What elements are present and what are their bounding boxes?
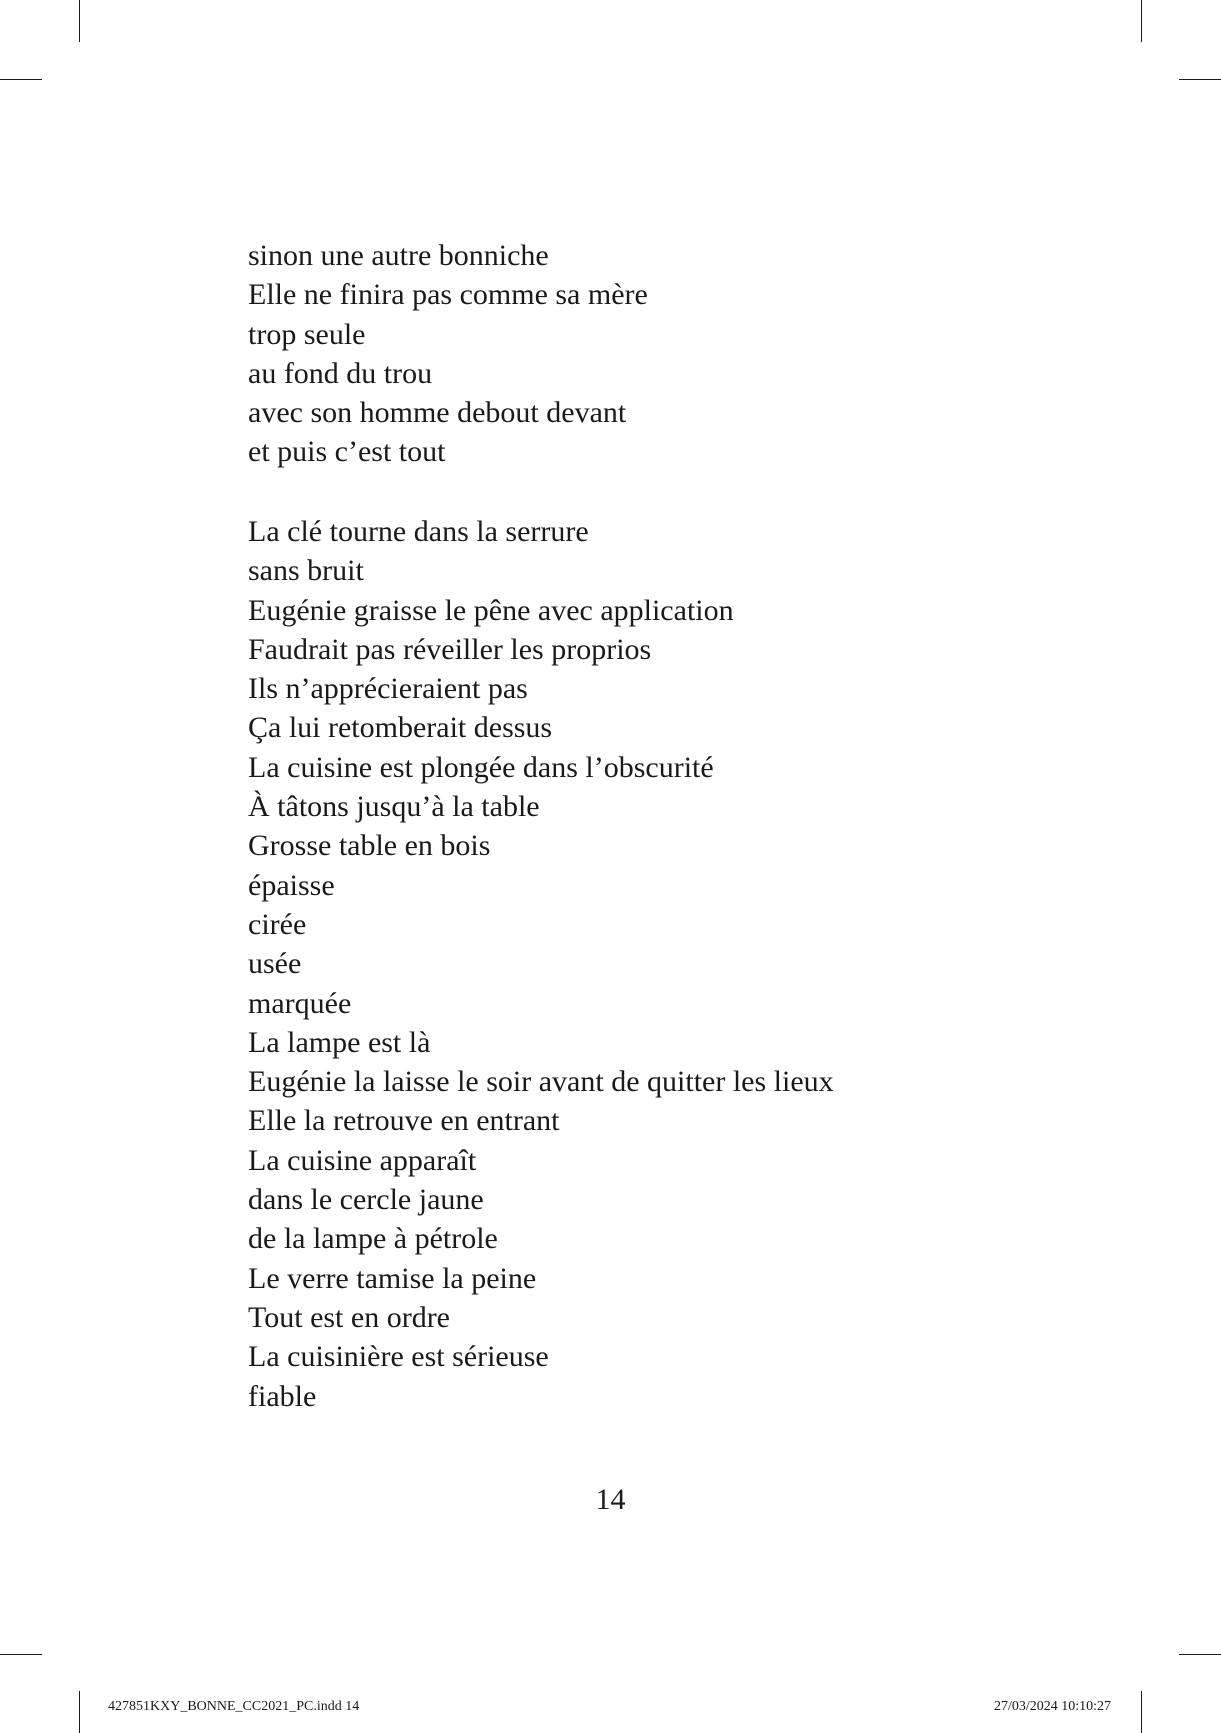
poem-line: marquée [248, 986, 352, 1020]
crop-mark-bottom-right-horizontal [1179, 1654, 1221, 1655]
poem-line: Ça lui retomberait dessus [248, 711, 553, 745]
poem-line: épaisse [248, 868, 335, 902]
poem-line: Faudrait pas réveiller les proprios [248, 632, 652, 666]
poem-line: Elle ne finira pas comme sa mère [248, 278, 648, 312]
poem-line: La cuisinière est sérieuse [248, 1340, 549, 1374]
poem-stanza-1 [248, 236, 1148, 472]
poem-line: usée [248, 947, 302, 981]
poem-line: cirée [248, 907, 307, 941]
poem-line: La lampe est là [248, 1025, 431, 1059]
print-slug-filename: 427851KXY_BONNE_CC2021_PC.indd 14 [108, 1699, 360, 1714]
poem-line: fiable [248, 1379, 317, 1413]
poem-line: Eugénie graisse le pêne avec application [248, 593, 734, 627]
crop-mark-top-left-horizontal [0, 79, 42, 80]
poem-line: Grosse table en bois [248, 829, 491, 863]
poem-line: À tâtons jusqu’à la table [248, 790, 540, 824]
crop-mark-bottom-left-horizontal [0, 1654, 42, 1655]
page-number: 14 [595, 1483, 626, 1516]
poem-line: avec son homme debout devant [248, 396, 627, 430]
crop-mark-bottom-left-vertical [79, 1691, 80, 1733]
poem-line: La cuisine apparaît [248, 1143, 477, 1177]
poem-line: Le verre tamise la peine [248, 1261, 537, 1295]
crop-mark-bottom-right-vertical [1141, 1691, 1142, 1733]
poem-line: au fond du trou [248, 356, 433, 390]
crop-mark-top-right-horizontal [1179, 79, 1221, 80]
poem-line: Ils n’apprécieraient pas [248, 672, 528, 706]
poem-line: et puis c’est tout [248, 435, 446, 469]
poem-line: trop seule [248, 317, 366, 351]
poem-line: sinon une autre bonniche [248, 239, 549, 272]
poem-line: La cuisine est plongée dans l’obscurité [248, 750, 714, 784]
poem-line: Elle la retrouve en entrant [248, 1104, 560, 1138]
poem-line: Tout est en ordre [248, 1300, 451, 1334]
poem-line: sans bruit [248, 554, 364, 588]
poem-stanza-2 [248, 512, 1148, 1416]
poem-line: de la lampe à pétrole [248, 1222, 498, 1256]
poem-line: dans le cercle jaune [248, 1183, 484, 1217]
poem-line: La clé tourne dans la serrure [248, 515, 589, 548]
crop-mark-top-right-vertical [1141, 0, 1142, 42]
crop-mark-top-left-vertical [79, 0, 80, 42]
print-slug-datetime: 27/03/2024 10:10:27 [993, 1699, 1111, 1714]
poem-line: Eugénie la laisse le soir avant de quitter les lieux [248, 1065, 834, 1099]
